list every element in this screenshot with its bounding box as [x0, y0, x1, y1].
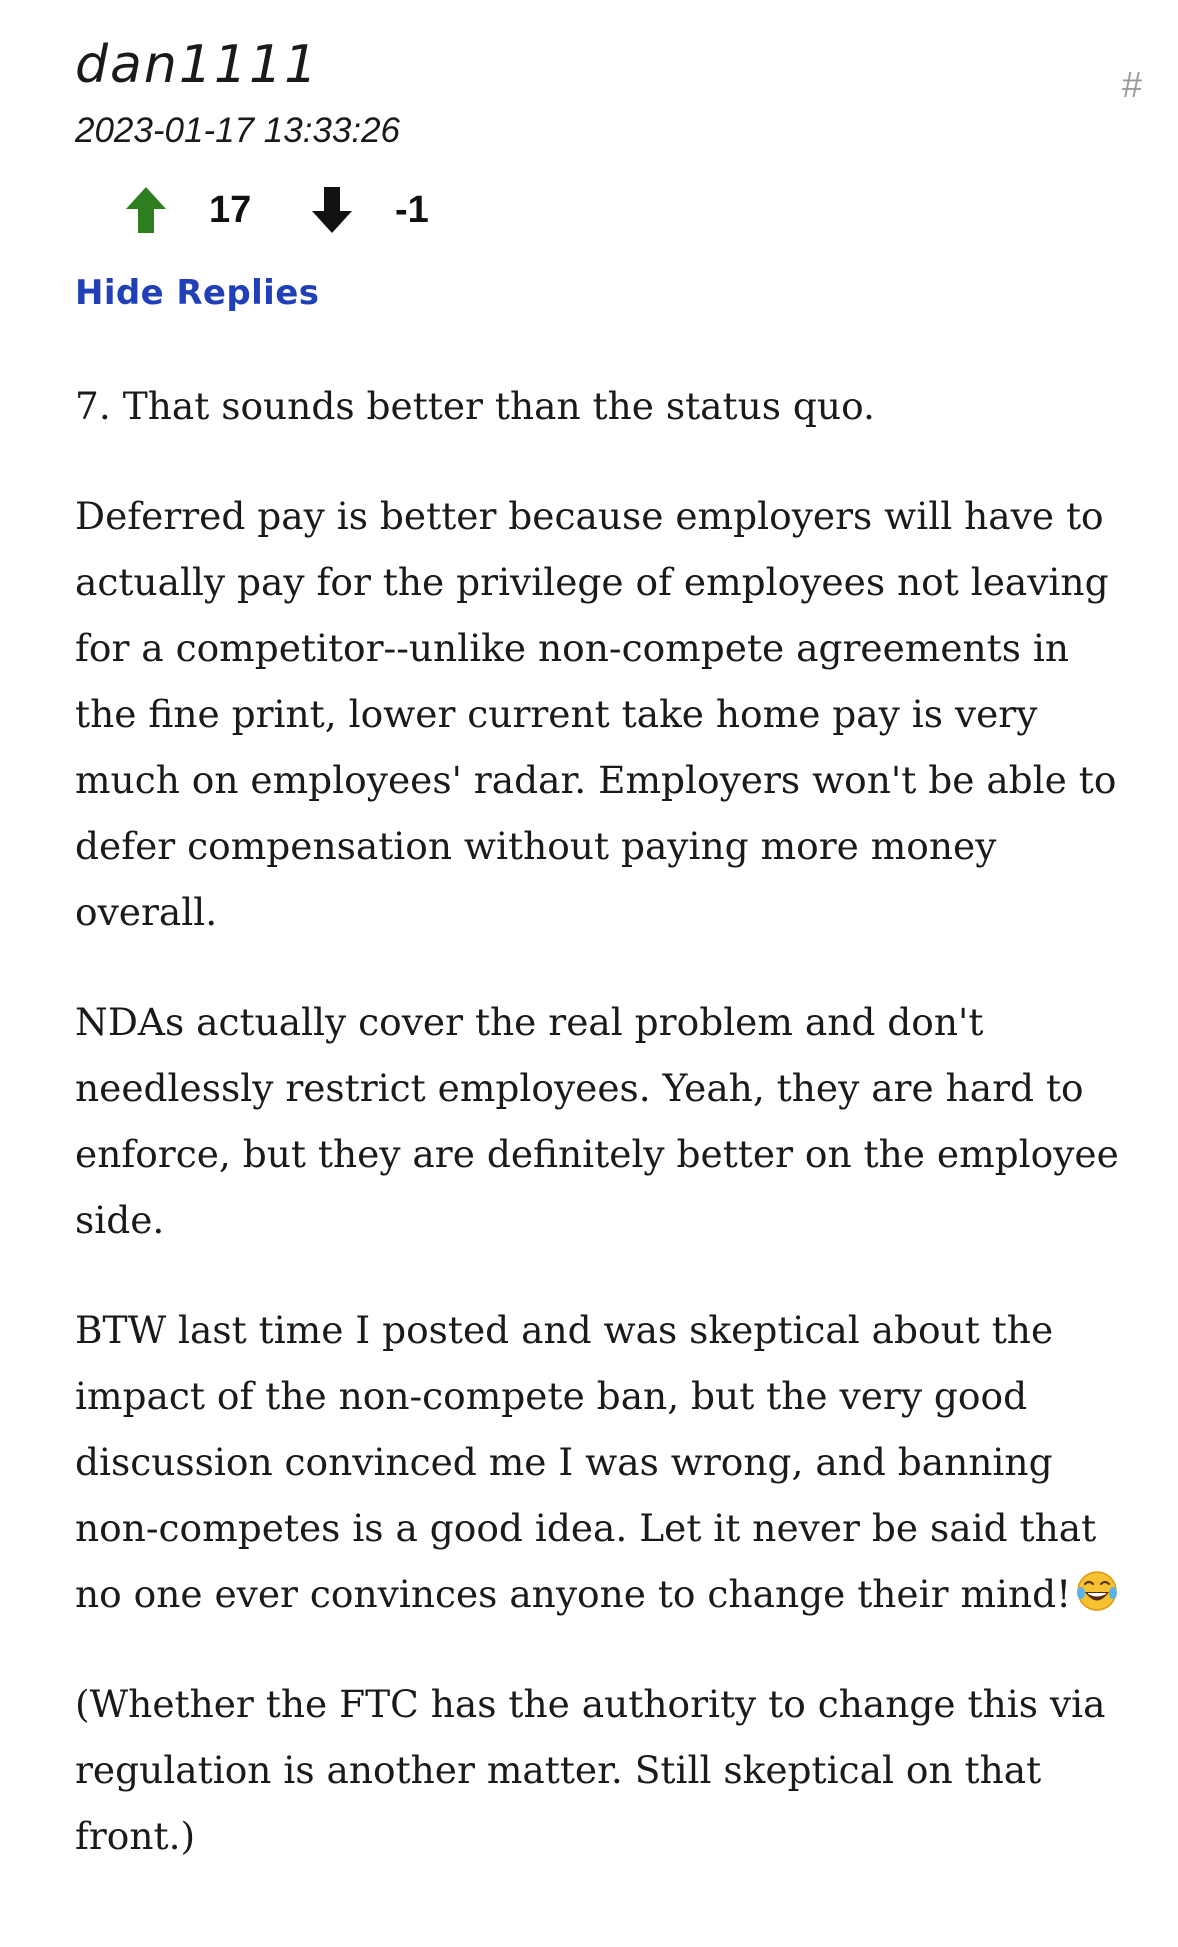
comment-paragraph	[75, 1297, 1135, 1627]
comment-paragraph: NDAs actually cover the real problem and don't needlessly restrict employees. Yeah, they are hard to enforce, but they are definitely better on the employee side.	[75, 1000, 1119, 1242]
comment-paragraph: (Whether the FTC has the authority to change this via regulation is another matter. Still skeptical on that front.)	[75, 1682, 1106, 1858]
comment-paragraph: 7. That sounds better than the status quo.	[75, 384, 875, 428]
comment-paragraph-text: BTW last time I posted and was skeptical about the impact of the non-compete ban, but the very good discussion convinced me I was wrong, and banning non-competes is a good idea. Let it never be said that no one ever convinces anyone to change their mind!	[75, 1308, 1097, 1616]
upvote-count: 17	[209, 188, 252, 231]
upvote-button[interactable]	[123, 185, 169, 235]
downvote-button[interactable]	[309, 185, 355, 235]
comment-timestamp: 2023-01-17 13:33:26	[75, 111, 400, 150]
permalink-hash-link[interactable]: #	[1121, 64, 1142, 105]
tears-of-joy-emoji-icon	[1075, 1569, 1119, 1613]
arrow-down-icon	[312, 187, 352, 233]
comment-paragraph: Deferred pay is better because employers will have to actually pay for the privilege of employees not leaving for a competitor--unlike non-compete agreements in the fine print, lower current take home pay is very much on employees' radar. Employers won't be able to defer compensation without paying more money overall.	[75, 494, 1117, 934]
vote-bar	[123, 180, 1135, 240]
comment-body	[75, 373, 1135, 1869]
arrow-up-icon	[126, 187, 166, 233]
comment-author[interactable]: dan1111	[75, 35, 320, 95]
comment	[75, 30, 1142, 1913]
downvote-count: -1	[395, 188, 429, 231]
hide-replies-link[interactable]: Hide Replies	[75, 273, 320, 313]
